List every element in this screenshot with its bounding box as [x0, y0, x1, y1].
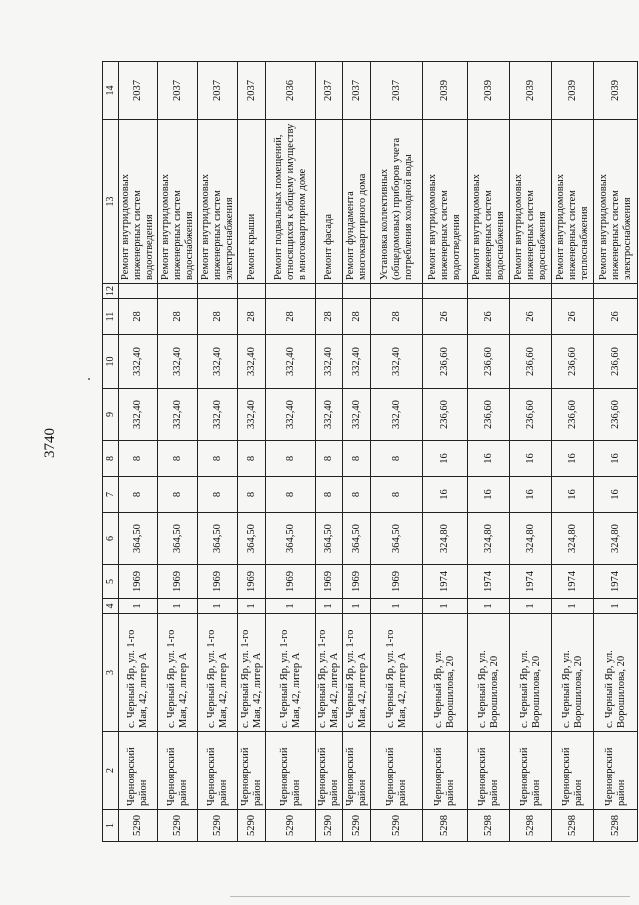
table-cell: 5298 — [423, 810, 468, 842]
header-cell: 12 — [103, 284, 119, 299]
table-cell: 1974 — [594, 565, 638, 599]
table-cell: 2037 — [371, 62, 423, 120]
table-cell — [316, 284, 343, 299]
table-cell: с. Черный Яр, ул. 1-го Мая, 42, литер А — [198, 614, 238, 732]
table-row — [343, 62, 371, 842]
header-cell: 5 — [103, 565, 119, 599]
table-cell: 16 — [552, 477, 594, 513]
table-cell: с. Черный Яр, ул. 1-го Мая, 42, литер А — [266, 614, 316, 732]
table-cell: 1969 — [158, 565, 198, 599]
table-cell: 236,60 — [552, 335, 594, 389]
table-cell: 1 — [594, 599, 638, 614]
header-cell: 10 — [103, 335, 119, 389]
table-cell: 236,60 — [552, 389, 594, 441]
table-cell: 5298 — [552, 810, 594, 842]
table-cell — [343, 284, 371, 299]
table-cell: 332,40 — [343, 389, 371, 441]
table-cell: 2037 — [343, 62, 371, 120]
table-cell: 324,80 — [510, 513, 552, 565]
table-cell: 1 — [343, 599, 371, 614]
table-cell: 16 — [552, 441, 594, 477]
table-cell: 1969 — [371, 565, 423, 599]
table-cell: Ремонт внутридомовых инженерных систем водоснабжения — [468, 120, 510, 284]
table-cell: 1974 — [423, 565, 468, 599]
table-cell: 8 — [198, 477, 238, 513]
table-cell: 1974 — [552, 565, 594, 599]
table-cell: 16 — [468, 441, 510, 477]
table-cell: Ремонт фасада — [316, 120, 343, 284]
header-cell: 9 — [103, 389, 119, 441]
table-cell: 332,40 — [371, 389, 423, 441]
table-cell: 332,40 — [316, 335, 343, 389]
table-cell: 8 — [316, 441, 343, 477]
table-cell — [371, 284, 423, 299]
table-cell: 1 — [198, 599, 238, 614]
table-cell: 16 — [468, 477, 510, 513]
table-cell: Черноярский район — [510, 732, 552, 810]
table-cell: 2037 — [158, 62, 198, 120]
table-cell: 236,60 — [594, 389, 638, 441]
table-cell: 236,60 — [510, 389, 552, 441]
table-row — [316, 62, 343, 842]
table-cell: 2037 — [119, 62, 158, 120]
table-row — [371, 62, 423, 842]
table-cell: 16 — [594, 441, 638, 477]
table-cell: 236,60 — [468, 335, 510, 389]
table-cell: Черноярский район — [423, 732, 468, 810]
table-cell: 8 — [238, 441, 266, 477]
table-cell: 1969 — [343, 565, 371, 599]
table-cell: 8 — [371, 477, 423, 513]
page-number: 3740 — [42, 428, 58, 458]
table-cell: 332,40 — [316, 389, 343, 441]
table-cell: 364,50 — [198, 513, 238, 565]
table-cell: 2037 — [316, 62, 343, 120]
table-cell — [238, 284, 266, 299]
table-cell: 1 — [119, 599, 158, 614]
table-cell — [158, 284, 198, 299]
table-cell — [510, 284, 552, 299]
table-cell: 8 — [158, 441, 198, 477]
table-cell: 332,40 — [343, 335, 371, 389]
table-row — [468, 62, 510, 842]
table-cell: Черноярский район — [343, 732, 371, 810]
table-cell: 2039 — [468, 62, 510, 120]
table-cell: с. Черный Яр, ул. Ворошилова, 20 — [510, 614, 552, 732]
table-cell: 5298 — [510, 810, 552, 842]
table-cell: 8 — [266, 441, 316, 477]
header-cell: 2 — [103, 732, 119, 810]
table-cell: 1 — [238, 599, 266, 614]
table-cell: 28 — [158, 299, 198, 335]
table-cell: 332,40 — [266, 389, 316, 441]
table-cell: 26 — [468, 299, 510, 335]
table-cell: 8 — [371, 441, 423, 477]
table-cell: 332,40 — [198, 335, 238, 389]
header-cell: 7 — [103, 477, 119, 513]
table-cell: 16 — [510, 477, 552, 513]
header-cell: 8 — [103, 441, 119, 477]
header-cell: 3 — [103, 614, 119, 732]
table-cell: Черноярский район — [371, 732, 423, 810]
header-cell: 6 — [103, 513, 119, 565]
table-cell: 1969 — [266, 565, 316, 599]
table-cell: 332,40 — [119, 335, 158, 389]
table-cell: 16 — [423, 441, 468, 477]
table-cell: 2039 — [510, 62, 552, 120]
table-cell: 1 — [158, 599, 198, 614]
table-cell: Черноярский район — [552, 732, 594, 810]
table-row — [594, 62, 638, 842]
table-cell: 1969 — [238, 565, 266, 599]
table-cell: 2037 — [198, 62, 238, 120]
table-cell: 364,50 — [266, 513, 316, 565]
table-cell: 1 — [552, 599, 594, 614]
table-cell: 5290 — [198, 810, 238, 842]
table-cell: 8 — [158, 477, 198, 513]
table-cell: Ремонт внутридомовых инженерных систем электроснабжения — [198, 120, 238, 284]
table-cell: 236,60 — [594, 335, 638, 389]
table-cell — [119, 284, 158, 299]
table-cell: 332,40 — [238, 389, 266, 441]
table-cell: Ремонт внутридомовых инженерных систем водоснабжения — [158, 120, 198, 284]
table-cell: 16 — [594, 477, 638, 513]
header-cell: 11 — [103, 299, 119, 335]
table-cell: 28 — [119, 299, 158, 335]
table-cell — [552, 284, 594, 299]
table-cell: 364,50 — [238, 513, 266, 565]
table-cell: 324,80 — [594, 513, 638, 565]
table-cell: 2039 — [552, 62, 594, 120]
table-cell: 332,40 — [158, 389, 198, 441]
table-row — [423, 62, 468, 842]
table-cell: 364,50 — [316, 513, 343, 565]
table-cell: 8 — [119, 477, 158, 513]
table-cell: Установка коллективных (общедомовых) приборов учета потребления холодной воды — [371, 120, 423, 284]
table-cell: 324,80 — [468, 513, 510, 565]
table-cell: Ремонт внутридомовых инженерных систем водоснабжения — [510, 120, 552, 284]
table-cell: Ремонт внутридомовых инженерных систем водоотведения — [119, 120, 158, 284]
table-cell: 8 — [343, 441, 371, 477]
table-cell: 364,50 — [343, 513, 371, 565]
table-cell: 1 — [316, 599, 343, 614]
table-frame — [102, 62, 633, 842]
header-cell: 13 — [103, 120, 119, 284]
header-cell: 14 — [103, 62, 119, 120]
table-cell: 5298 — [468, 810, 510, 842]
table-row — [198, 62, 238, 842]
table-cell: 2037 — [238, 62, 266, 120]
table-cell: с. Черный Яр, ул. 1-го Мая, 42, литер А — [371, 614, 423, 732]
table-cell: 28 — [371, 299, 423, 335]
table-cell: Черноярский район — [594, 732, 638, 810]
table-cell — [423, 284, 468, 299]
table-cell: 5290 — [371, 810, 423, 842]
header-cell: 1 — [103, 810, 119, 842]
table-cell: 5290 — [158, 810, 198, 842]
table-cell: 364,50 — [119, 513, 158, 565]
table-cell: 26 — [594, 299, 638, 335]
table-cell: 26 — [552, 299, 594, 335]
table-cell: 332,40 — [158, 335, 198, 389]
table-cell: с. Черный Яр, ул. 1-го Мая, 42, литер А — [158, 614, 198, 732]
table-cell: 5290 — [343, 810, 371, 842]
table-cell: Черноярский район — [468, 732, 510, 810]
table-cell: 324,80 — [552, 513, 594, 565]
table-cell: с. Черный Яр, ул. Ворошилова, 20 — [552, 614, 594, 732]
table-cell: 1 — [266, 599, 316, 614]
table-cell: 332,40 — [238, 335, 266, 389]
table-cell: 1974 — [510, 565, 552, 599]
table-cell: 16 — [510, 441, 552, 477]
table-cell — [266, 284, 316, 299]
table-row — [266, 62, 316, 842]
table-cell: 8 — [266, 477, 316, 513]
table-cell: Чернoярский район — [119, 732, 158, 810]
table-cell: 2036 — [266, 62, 316, 120]
table-cell: 26 — [510, 299, 552, 335]
table-cell: 1 — [371, 599, 423, 614]
scan-footer-line — [230, 896, 630, 897]
table-cell: 5298 — [594, 810, 638, 842]
table-cell: 2039 — [594, 62, 638, 120]
table-cell: 332,40 — [198, 389, 238, 441]
table-cell: с. Черный Яр, ул. Ворошилова, 20 — [423, 614, 468, 732]
table-cell: Ремонт внутридомовых инженерных систем водоотведения — [423, 120, 468, 284]
table-cell: Черноярский район — [198, 732, 238, 810]
column-number-row — [103, 62, 119, 842]
table-cell: Черноярский район — [266, 732, 316, 810]
table-cell: 5290 — [316, 810, 343, 842]
table-cell: 236,60 — [423, 389, 468, 441]
table-cell: 332,40 — [371, 335, 423, 389]
table-cell: 28 — [316, 299, 343, 335]
table-cell: 332,40 — [266, 335, 316, 389]
table-cell: с. Черный Яр, ул. 1-го Мая, 42, литер А — [119, 614, 158, 732]
table-cell: 5290 — [238, 810, 266, 842]
table-cell: 1969 — [198, 565, 238, 599]
capital-repair-table — [102, 61, 638, 842]
table-cell: 8 — [316, 477, 343, 513]
scan-dot — [88, 378, 90, 380]
table-cell: 28 — [238, 299, 266, 335]
table-cell: 5290 — [266, 810, 316, 842]
table-cell: 28 — [343, 299, 371, 335]
table-cell: с. Черный Яр, ул. Ворошилова, 20 — [468, 614, 510, 732]
table-cell — [468, 284, 510, 299]
table-cell: 5290 — [119, 810, 158, 842]
table-row — [158, 62, 198, 842]
table-body — [103, 62, 638, 842]
table-cell: 8 — [198, 441, 238, 477]
table-cell: 28 — [198, 299, 238, 335]
table-cell: 8 — [238, 477, 266, 513]
table-cell: 28 — [266, 299, 316, 335]
table-cell: с. Черный Яр, ул. Ворошилова, 20 — [594, 614, 638, 732]
table-cell: Ремонт внутридомовых инженерных систем электроснабжения — [594, 120, 638, 284]
table-row — [552, 62, 594, 842]
table-cell: 2039 — [423, 62, 468, 120]
table-cell: 1974 — [468, 565, 510, 599]
table-cell: Ремонт подвальных помещений, относящихся к общему имуществу в многоквартирном доме — [266, 120, 316, 284]
table-cell: 1 — [510, 599, 552, 614]
table-cell: 236,60 — [510, 335, 552, 389]
table-cell: 1969 — [316, 565, 343, 599]
table-cell: 236,60 — [468, 389, 510, 441]
table-cell: 324,80 — [423, 513, 468, 565]
table-row — [238, 62, 266, 842]
table-cell: 1 — [423, 599, 468, 614]
table-row — [510, 62, 552, 842]
table-cell: Черноярский район — [238, 732, 266, 810]
header-cell: 4 — [103, 599, 119, 614]
table-cell: 8 — [343, 477, 371, 513]
table-cell: 1 — [468, 599, 510, 614]
rotated-table-container — [102, 62, 633, 842]
table-cell: Ремонт крыши — [238, 120, 266, 284]
table-cell: Ремонт внутридомовых инженерных систем теплоснабжения — [552, 120, 594, 284]
table-cell: Ремонт фундамента многоквартирного дома — [343, 120, 371, 284]
table-cell: с. Черный Яр, ул. 1-го Мая, 42, литер А — [343, 614, 371, 732]
table-cell: 332,40 — [119, 389, 158, 441]
table-cell — [198, 284, 238, 299]
table-cell: 364,50 — [158, 513, 198, 565]
table-cell: с. Черный Яр, ул. 1-го Мая, 42, литер А — [238, 614, 266, 732]
table-cell: 1969 — [119, 565, 158, 599]
table-cell: 8 — [119, 441, 158, 477]
table-cell: 364,50 — [371, 513, 423, 565]
table-cell: Черноярский район — [158, 732, 198, 810]
table-cell: Черноярский район — [316, 732, 343, 810]
table-cell: 16 — [423, 477, 468, 513]
table-cell: 26 — [423, 299, 468, 335]
table-row — [119, 62, 158, 842]
table-cell: с. Черный Яр, ул. 1-го Мая, 42, литер А — [316, 614, 343, 732]
table-cell: 236,60 — [423, 335, 468, 389]
table-cell — [594, 284, 638, 299]
